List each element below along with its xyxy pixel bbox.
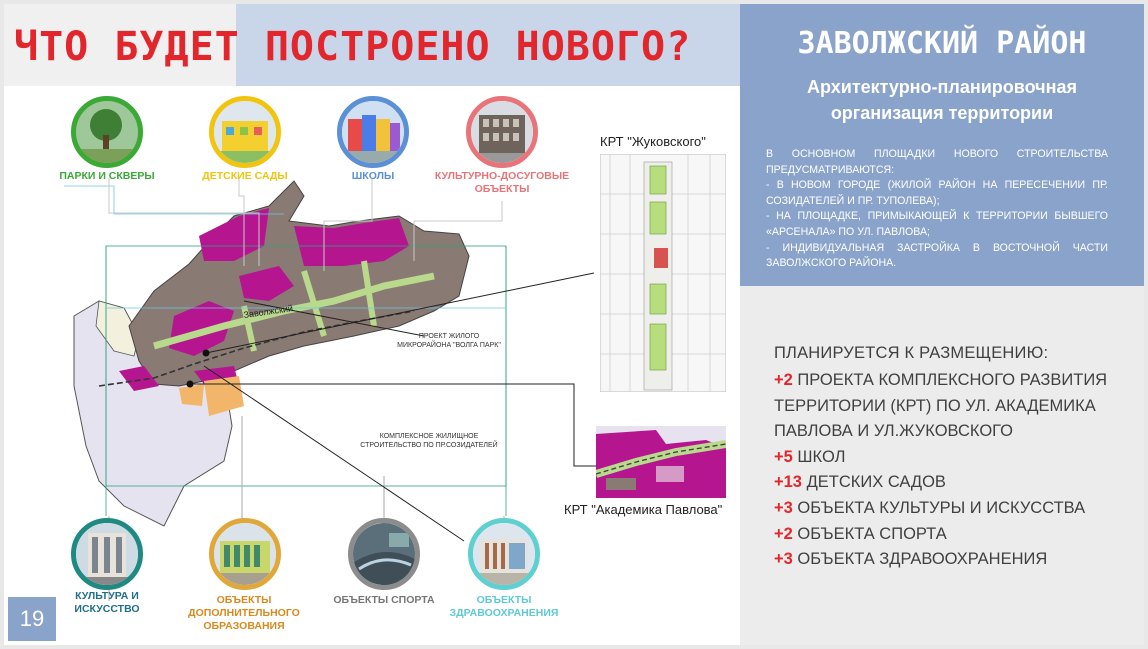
list-item: +3 ОБЪЕКТА КУЛЬТУРЫ И ИСКУССТВА [774, 498, 1086, 517]
district-info-panel [740, 4, 1144, 286]
page-title: ЧТО БУДЕТ ПОСТРОЕНО НОВОГО? [14, 24, 692, 70]
planned-list [774, 368, 1124, 573]
map-main-district [129, 181, 469, 386]
map-marker [203, 350, 210, 357]
parks-label: ПАРКИ И СКВЕРЫ [59, 170, 155, 182]
note-sozidateley: КОМПЛЕКСНОЕ ЖИЛИЩНОЕ СТРОИТЕЛЬСТВО ПО ПР.СОЗИДАТЕЛЕЙ [360, 433, 498, 449]
list-item: +2 ПРОЕКТА КОМПЛЕКСНОГО РАЗВИТИЯ ТЕРРИТОРИИ (КРТ) ПО УЛ. АКАДЕМИКА ПАВЛОВА И УЛ.ЖУКОВСКОГО [774, 371, 1108, 441]
list-item: +3 ОБЪЕКТА ЗДРАВООХРАНЕНИЯ [774, 550, 1048, 569]
planned-objects-panel [740, 286, 1144, 645]
sports-label: ОБЪЕКТЫ СПОРТА [333, 594, 435, 606]
slide [4, 4, 1144, 645]
list-item: +5 ШКОЛ [774, 447, 846, 466]
additional-education-icon [209, 518, 281, 590]
krt-pavlova-label: КРТ "Академика Павлова" [564, 502, 723, 517]
krt-pavlova-plan [596, 426, 726, 498]
healthcare-icon [468, 518, 540, 590]
kindergartens-label: ДЕТСКИЕ САДЫ [202, 170, 288, 182]
krt-zhukovskogo-plan [600, 154, 726, 392]
cultural-leisure-label: КУЛЬТУРНО-ДОСУГОВЫЕ ОБЪЕКТЫ [434, 170, 570, 195]
district-subtitle: Архитектурно-планировочная организация территории [806, 77, 1078, 123]
cultural-leisure-icon [466, 96, 538, 168]
sports-icon [348, 518, 420, 590]
culture-art-icon [71, 518, 143, 590]
map-district-label: Заволжский [242, 303, 294, 320]
additional-education-label: ОБЪЕКТЫ ДОПОЛНИТЕЛЬНОГО ОБРАЗОВАНИЯ [188, 594, 300, 632]
culture-art-label: КУЛЬТУРА И ИСКУССТВО [74, 590, 140, 615]
district-title: ЗАВОЛЖСКИЙ РАЙОН [797, 26, 1087, 61]
map-marker [187, 381, 194, 388]
planned-heading: ПЛАНИРУЕТСЯ К РАЗМЕЩЕНИЮ: [774, 344, 1049, 362]
healthcare-label: ОБЪЕКТЫ ЗДРАВООХРАНЕНИЯ [449, 594, 559, 619]
list-item: +13 ДЕТСКИХ САДОВ [774, 473, 946, 492]
schools-icon [337, 96, 409, 168]
page-number: 19 [8, 597, 56, 641]
note-volga-park: ПРОЕКТ ЖИЛОГО МИКРОРАЙОНА "ВОЛГА ПАРК" [397, 333, 501, 349]
krt-zhukovskogo-label: КРТ "Жуковского" [600, 134, 706, 149]
kindergartens-icon [209, 96, 281, 168]
map-orange-zone [204, 376, 244, 416]
parks-icon [71, 96, 143, 168]
district-info-text: В ОСНОВНОМ ПЛОЩАДКИ НОВОГО СТРОИТЕЛЬСТВА ПРЕДУСМАТРИВАЮТСЯ: - В НОВОМ ГОРОДЕ (ЖИЛОЙ РАЙОН НА ПЕРЕСЕЧЕНИИ ПР. СОЗИДАТЕЛЕЙ И ПР. ТУПОЛЕВА); - НА ПЛОЩАДКЕ, ПРИМЫКАЮЩЕЙ К ТЕРРИТОРИИ БЫВШЕГО «АРСЕНАЛА» ПО УЛ. ПАВЛОВА; - ИНДИВИДУАЛЬНАЯ ЗАСТРОЙКА В ВОСТОЧНОЙ ЧАСТИ ЗАВОЛЖСКОГО РАЙОНА. [766, 148, 1108, 270]
list-item: +2 ОБЪЕКТА СПОРТА [774, 524, 947, 543]
schools-label: ШКОЛЫ [351, 170, 395, 182]
